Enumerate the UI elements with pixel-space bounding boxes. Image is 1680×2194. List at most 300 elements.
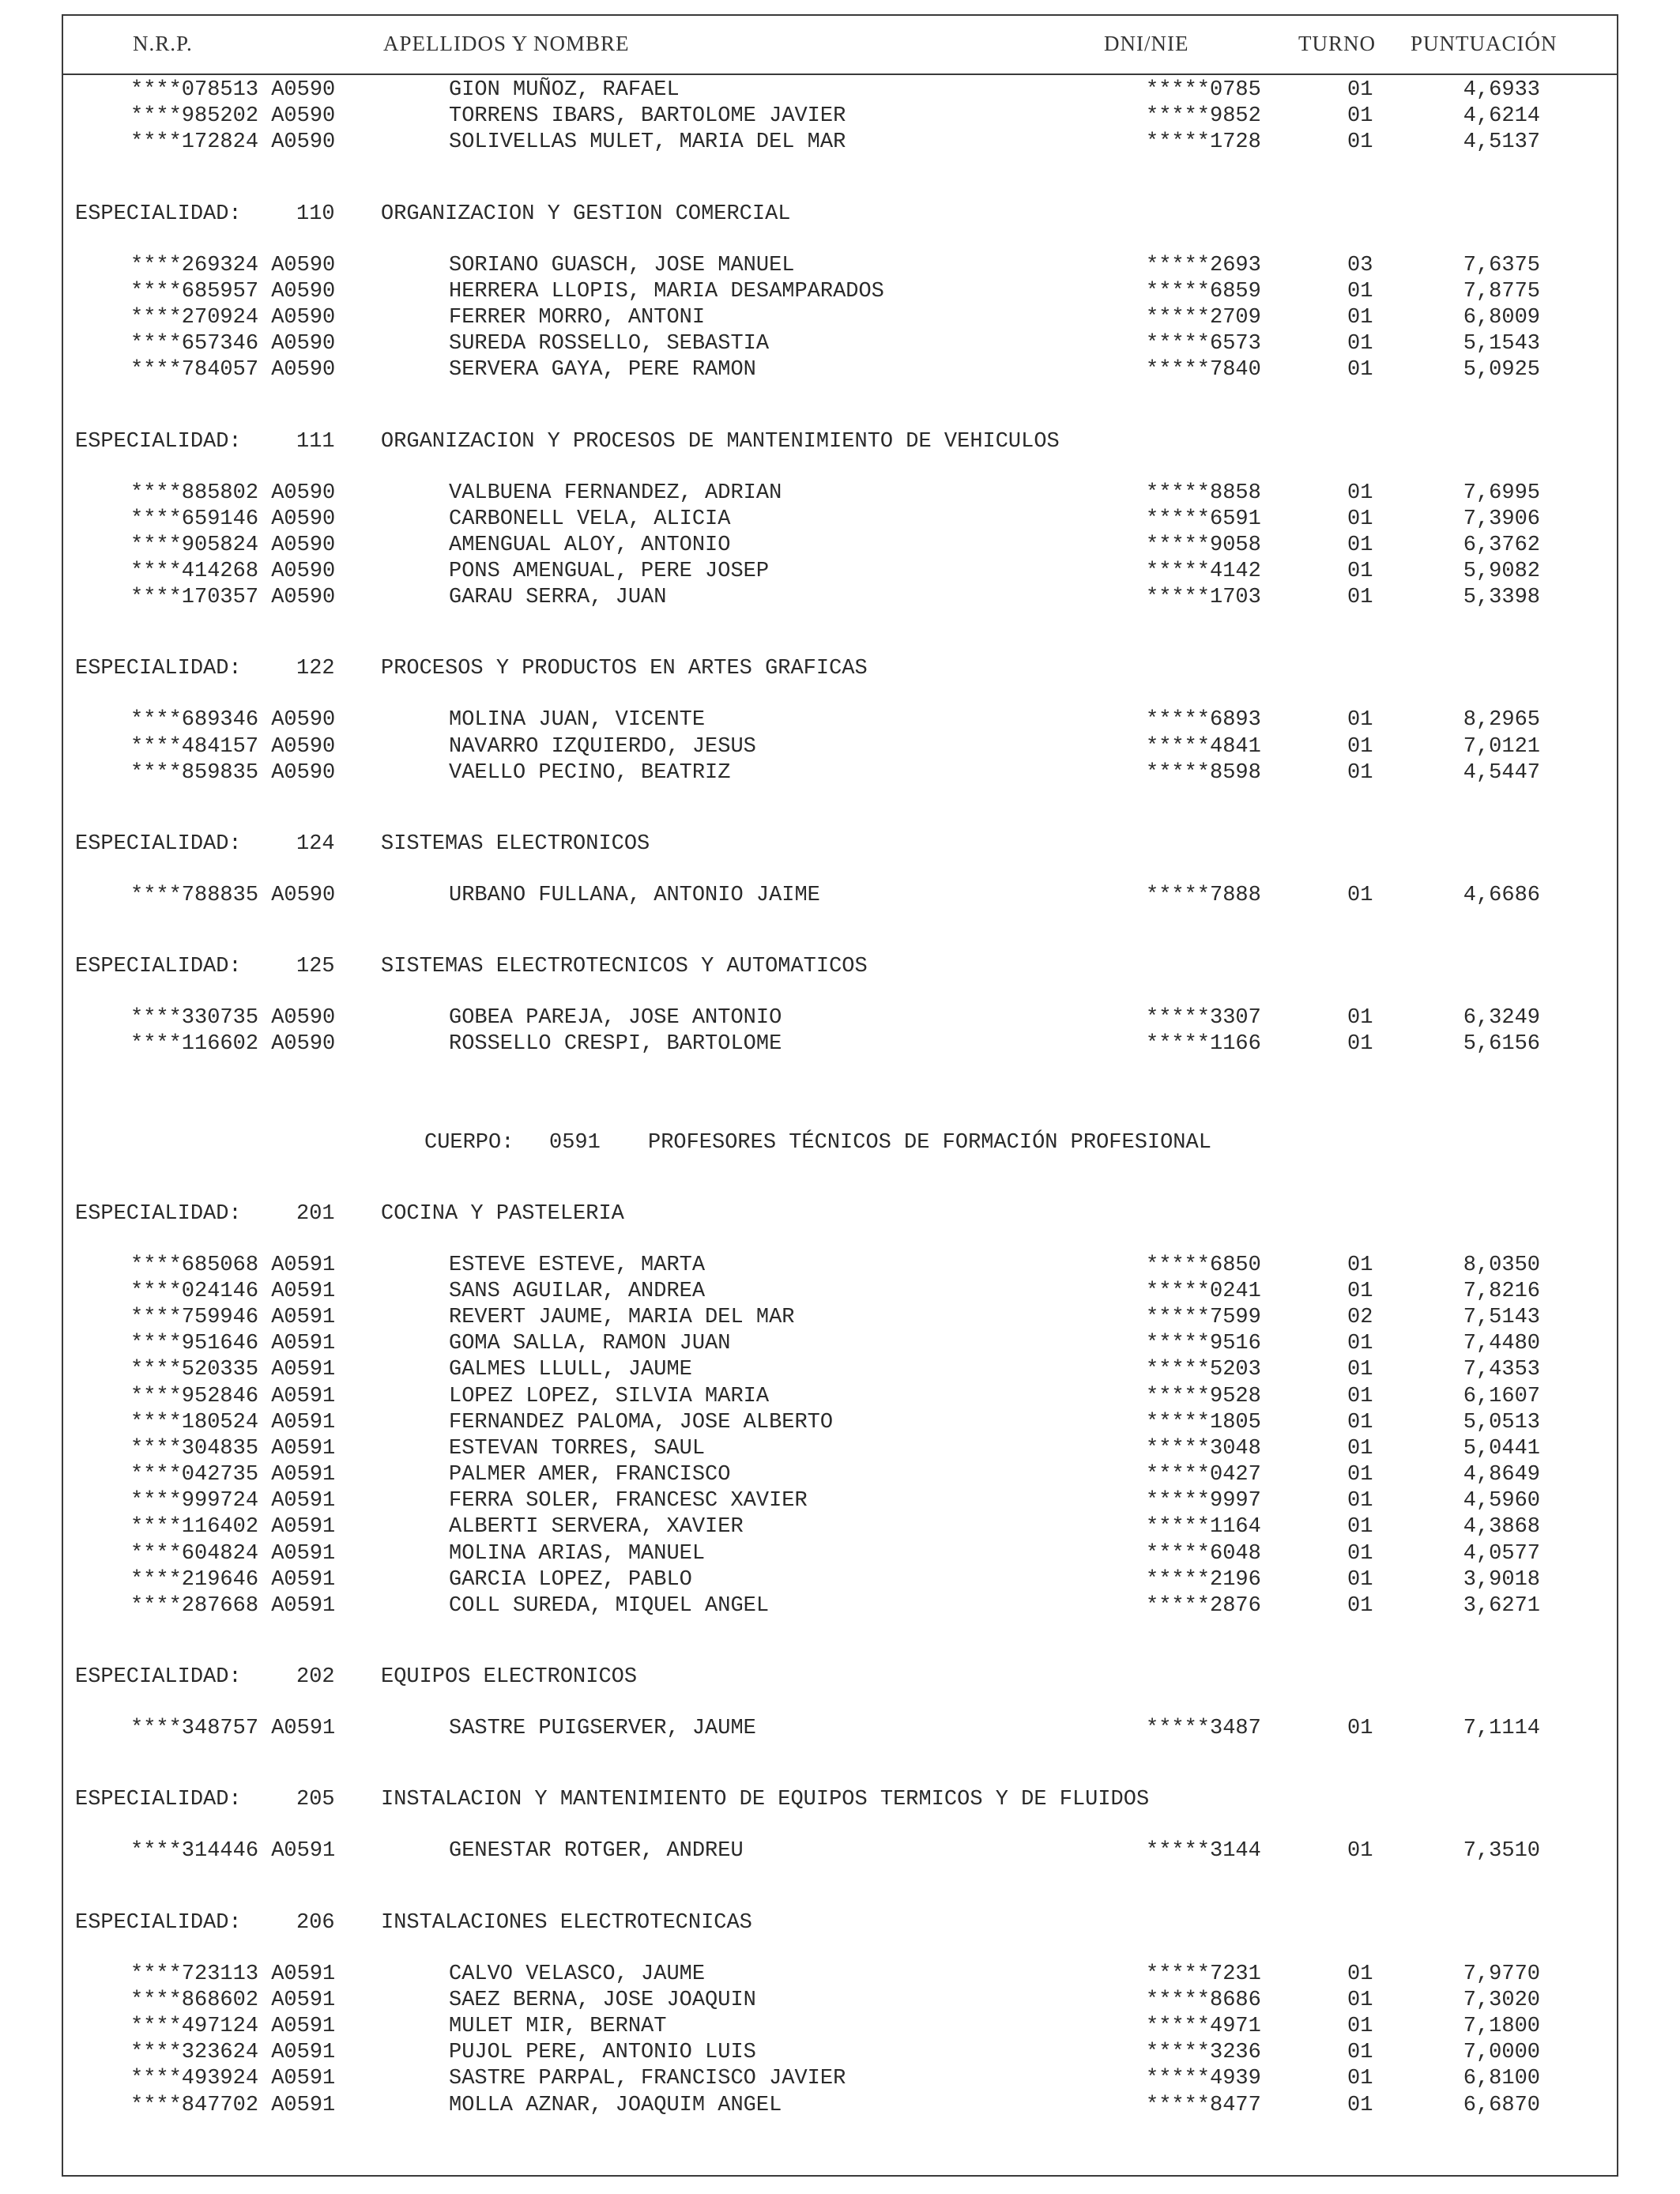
table-row xyxy=(0,1988,1680,2014)
especialidad-heading xyxy=(0,1201,1680,1227)
nrp-cell: ****314446 A0591 xyxy=(130,1839,336,1864)
especialidad-code: 125 xyxy=(296,955,335,979)
table-row xyxy=(0,1305,1680,1331)
turno-cell: 01 xyxy=(1347,560,1373,584)
table-row xyxy=(0,760,1680,786)
dni-cell: *****0427 xyxy=(1146,1463,1261,1487)
puntuacion-cell: 7,6375 xyxy=(1463,253,1540,277)
especialidad-heading xyxy=(0,201,1680,228)
section-spacer xyxy=(0,980,1680,1005)
name-cell: SERVERA GAYA, PERE RAMON xyxy=(449,358,756,383)
especialidad-label: ESPECIALIDAD: xyxy=(75,1201,242,1226)
table-row xyxy=(0,2040,1680,2066)
results-list xyxy=(0,77,1680,2119)
turno-cell: 01 xyxy=(1347,533,1373,557)
nrp-cell: ****952846 A0591 xyxy=(130,1384,336,1408)
dni-cell: *****3487 xyxy=(1146,1717,1261,1741)
column-header-turno: TURNO xyxy=(1298,32,1376,55)
nrp-cell: ****659146 A0590 xyxy=(130,507,336,531)
table-row xyxy=(0,707,1680,733)
turno-cell: 01 xyxy=(1347,481,1373,505)
name-cell: ESTEVAN TORRES, SAUL xyxy=(449,1436,706,1461)
nrp-cell: ****287668 A0591 xyxy=(130,1594,336,1618)
table-row xyxy=(0,1279,1680,1305)
nrp-cell: ****348757 A0591 xyxy=(130,1717,336,1741)
puntuacion-cell: 7,3906 xyxy=(1463,507,1540,531)
name-cell: MOLINA JUAN, VICENTE xyxy=(449,708,706,733)
especialidad-title: INSTALACIONES ELECTROTECNICAS xyxy=(381,1910,752,1935)
especialidad-label: ESPECIALIDAD: xyxy=(75,429,242,454)
section-spacer xyxy=(0,858,1680,883)
table-row xyxy=(0,559,1680,585)
turno-cell: 01 xyxy=(1347,279,1373,303)
nrp-cell: ****484157 A0590 xyxy=(130,734,336,759)
puntuacion-cell: 5,3398 xyxy=(1463,586,1540,610)
nrp-cell: ****685957 A0590 xyxy=(130,279,336,303)
nrp-cell: ****604824 A0591 xyxy=(130,1541,336,1566)
section-spacer xyxy=(0,384,1680,428)
dni-cell: *****1164 xyxy=(1146,1515,1261,1540)
table-row xyxy=(0,279,1680,305)
nrp-cell: ****024146 A0591 xyxy=(130,1279,336,1303)
nrp-cell: ****951646 A0591 xyxy=(130,1332,336,1356)
name-cell: CARBONELL VELA, ALICIA xyxy=(449,507,731,531)
name-cell: LOPEZ LOPEZ, SILVIA MARIA xyxy=(449,1384,770,1408)
name-cell: PALMER AMER, FRANCISCO xyxy=(449,1463,731,1487)
turno-cell: 01 xyxy=(1347,760,1373,785)
name-cell: SASTRE PUIGSERVER, JAUME xyxy=(449,1717,756,1741)
section-spacer xyxy=(0,1156,1680,1201)
dni-cell: *****1805 xyxy=(1146,1410,1261,1434)
name-cell: SOLIVELLAS MULET, MARIA DEL MAR xyxy=(449,130,846,155)
nrp-cell: ****885802 A0590 xyxy=(130,481,336,505)
puntuacion-cell: 6,3249 xyxy=(1463,1006,1540,1031)
nrp-cell: ****520335 A0591 xyxy=(130,1358,336,1382)
name-cell: MOLINA ARIAS, MANUEL xyxy=(449,1541,706,1566)
table-row xyxy=(0,1384,1680,1410)
especialidad-heading xyxy=(0,1786,1680,1813)
name-cell: ROSSELLO CRESPI, BARTOLOME xyxy=(449,1032,782,1057)
puntuacion-cell: 7,0000 xyxy=(1463,2041,1540,2065)
especialidad-heading xyxy=(0,428,1680,455)
section-spacer xyxy=(0,455,1680,481)
puntuacion-cell: 4,5137 xyxy=(1463,130,1540,155)
table-row xyxy=(0,1462,1680,1488)
table-row xyxy=(0,1593,1680,1619)
especialidad-title: COCINA Y PASTELERIA xyxy=(381,1201,624,1226)
nrp-cell: ****868602 A0591 xyxy=(130,1988,336,2012)
turno-cell: 01 xyxy=(1347,1463,1373,1487)
puntuacion-cell: 7,9770 xyxy=(1463,1962,1540,1986)
dni-cell: *****2709 xyxy=(1146,305,1261,330)
puntuacion-cell: 8,0350 xyxy=(1463,1253,1540,1277)
turno-cell: 01 xyxy=(1347,2093,1373,2117)
puntuacion-cell: 7,3020 xyxy=(1463,1988,1540,2012)
section-spacer xyxy=(0,1058,1680,1129)
dni-cell: *****7599 xyxy=(1146,1305,1261,1329)
section-spacer xyxy=(0,156,1680,201)
name-cell: MOLLA AZNAR, JOAQUIM ANGEL xyxy=(449,2093,782,2117)
section-spacer xyxy=(0,1227,1680,1253)
name-cell: NAVARRO IZQUIERDO, JESUS xyxy=(449,734,756,759)
nrp-cell: ****497124 A0591 xyxy=(130,2014,336,2038)
puntuacion-cell: 7,0121 xyxy=(1463,734,1540,759)
especialidad-code: 111 xyxy=(296,429,335,454)
dni-cell: *****3236 xyxy=(1146,2041,1261,2065)
dni-cell: *****3048 xyxy=(1146,1436,1261,1461)
nrp-cell: ****270924 A0590 xyxy=(130,305,336,330)
puntuacion-cell: 6,1607 xyxy=(1463,1384,1540,1408)
especialidad-label: ESPECIALIDAD: xyxy=(75,202,242,226)
turno-cell: 01 xyxy=(1347,1541,1373,1566)
puntuacion-cell: 4,0577 xyxy=(1463,1541,1540,1566)
dni-cell: *****9528 xyxy=(1146,1384,1261,1408)
especialidad-heading xyxy=(0,1909,1680,1936)
puntuacion-cell: 6,8100 xyxy=(1463,2067,1540,2091)
dni-cell: *****4841 xyxy=(1146,734,1261,759)
nrp-cell: ****330735 A0590 xyxy=(130,1006,336,1031)
table-row xyxy=(0,1514,1680,1540)
especialidad-heading xyxy=(0,831,1680,858)
section-spacer xyxy=(0,1936,1680,1962)
nrp-cell: ****414268 A0590 xyxy=(130,560,336,584)
header-divider xyxy=(62,74,1618,75)
especialidad-label: ESPECIALIDAD: xyxy=(75,955,242,979)
nrp-cell: ****723113 A0591 xyxy=(130,1962,336,1986)
name-cell: SAEZ BERNA, JOSE JOAQUIN xyxy=(449,1988,756,2012)
nrp-cell: ****985202 A0590 xyxy=(130,104,336,129)
dni-cell: *****0785 xyxy=(1146,78,1261,102)
name-cell: SANS AGUILAR, ANDREA xyxy=(449,1279,706,1303)
dni-cell: *****6859 xyxy=(1146,279,1261,303)
nrp-cell: ****657346 A0590 xyxy=(130,332,336,356)
table-row xyxy=(0,331,1680,357)
nrp-cell: ****180524 A0591 xyxy=(130,1410,336,1434)
especialidad-code: 110 xyxy=(296,202,335,226)
especialidad-title: EQUIPOS ELECTRONICOS xyxy=(381,1665,638,1690)
table-row xyxy=(0,1567,1680,1593)
name-cell: HERRERA LLOPIS, MARIA DESAMPARADOS xyxy=(449,279,884,303)
table-row xyxy=(0,1357,1680,1383)
table-row xyxy=(0,1253,1680,1279)
table-row xyxy=(0,253,1680,279)
table-row xyxy=(0,305,1680,331)
dni-cell: *****6048 xyxy=(1146,1541,1261,1566)
table-row xyxy=(0,1005,1680,1031)
name-cell: GARAU SERRA, JUAN xyxy=(449,586,667,610)
table-row xyxy=(0,1488,1680,1514)
especialidad-heading xyxy=(0,953,1680,980)
especialidad-code: 122 xyxy=(296,657,335,681)
puntuacion-cell: 5,0513 xyxy=(1463,1410,1540,1434)
name-cell: GENESTAR ROTGER, ANDREU xyxy=(449,1839,744,1864)
especialidad-code: 124 xyxy=(296,832,335,856)
puntuacion-cell: 7,4480 xyxy=(1463,1332,1540,1356)
nrp-cell: ****759946 A0591 xyxy=(130,1305,336,1329)
especialidad-title: PROCESOS Y PRODUCTOS EN ARTES GRAFICAS xyxy=(381,657,868,681)
especialidad-title: ORGANIZACION Y PROCESOS DE MANTENIMIENTO DE VEHICULOS xyxy=(381,429,1060,454)
turno-cell: 01 xyxy=(1347,1436,1373,1461)
turno-cell: 02 xyxy=(1347,1305,1373,1329)
turno-cell: 01 xyxy=(1347,708,1373,733)
puntuacion-cell: 5,0441 xyxy=(1463,1436,1540,1461)
especialidad-title: INSTALACION Y MANTENIMIENTO DE EQUIPOS TERMICOS Y DE FLUIDOS xyxy=(381,1788,1150,1812)
table-row xyxy=(0,357,1680,383)
turno-cell: 01 xyxy=(1347,734,1373,759)
dni-cell: *****9058 xyxy=(1146,533,1261,557)
puntuacion-cell: 4,6214 xyxy=(1463,104,1540,129)
nrp-cell: ****859835 A0590 xyxy=(130,760,336,785)
dni-cell: *****2196 xyxy=(1146,1567,1261,1592)
especialidad-heading xyxy=(0,1664,1680,1691)
turno-cell: 01 xyxy=(1347,1988,1373,2012)
turno-cell: 01 xyxy=(1347,1489,1373,1514)
name-cell: GOMA SALLA, RAMON JUAN xyxy=(449,1332,731,1356)
dni-cell: *****4971 xyxy=(1146,2014,1261,2038)
turno-cell: 01 xyxy=(1347,305,1373,330)
dni-cell: *****6893 xyxy=(1146,708,1261,733)
turno-cell: 01 xyxy=(1347,1410,1373,1434)
section-spacer xyxy=(0,1619,1680,1664)
name-cell: MULET MIR, BERNAT xyxy=(449,2014,667,2038)
dni-cell: *****1728 xyxy=(1146,130,1261,155)
column-header-nombre: APELLIDOS Y NOMBRE xyxy=(383,32,630,55)
turno-cell: 01 xyxy=(1347,1253,1373,1277)
turno-cell: 03 xyxy=(1347,253,1373,277)
cuerpo-label: CUERPO: xyxy=(424,1130,514,1155)
column-header-nrp: N.R.P. xyxy=(133,32,193,55)
especialidad-title: SISTEMAS ELECTRONICOS xyxy=(381,832,650,856)
table-row xyxy=(0,1436,1680,1462)
dni-cell: *****8686 xyxy=(1146,1988,1261,2012)
dni-cell: *****9516 xyxy=(1146,1332,1261,1356)
name-cell: ALBERTI SERVERA, XAVIER xyxy=(449,1515,744,1540)
nrp-cell: ****172824 A0590 xyxy=(130,130,336,155)
especialidad-code: 201 xyxy=(296,1201,335,1226)
nrp-cell: ****116402 A0591 xyxy=(130,1515,336,1540)
especialidad-label: ESPECIALIDAD: xyxy=(75,1910,242,1935)
nrp-cell: ****999724 A0591 xyxy=(130,1489,336,1514)
dni-cell: *****8598 xyxy=(1146,760,1261,785)
name-cell: FERRA SOLER, FRANCESC XAVIER xyxy=(449,1489,808,1514)
dni-cell: *****2876 xyxy=(1146,1594,1261,1618)
table-row xyxy=(0,130,1680,156)
table-row xyxy=(0,2093,1680,2119)
turno-cell: 01 xyxy=(1347,1032,1373,1057)
nrp-cell: ****493924 A0591 xyxy=(130,2067,336,2091)
dni-cell: *****5203 xyxy=(1146,1358,1261,1382)
turno-cell: 01 xyxy=(1347,1594,1373,1618)
dni-cell: *****6591 xyxy=(1146,507,1261,531)
puntuacion-cell: 7,5143 xyxy=(1463,1305,1540,1329)
puntuacion-cell: 7,8216 xyxy=(1463,1279,1540,1303)
section-spacer xyxy=(0,1691,1680,1716)
puntuacion-cell: 8,2965 xyxy=(1463,708,1540,733)
especialidad-label: ESPECIALIDAD: xyxy=(75,1788,242,1812)
cuerpo-code: 0591 xyxy=(549,1130,601,1155)
table-row xyxy=(0,1962,1680,1988)
section-spacer xyxy=(0,786,1680,831)
name-cell: PUJOL PERE, ANTONIO LUIS xyxy=(449,2041,756,2065)
dni-cell: *****6573 xyxy=(1146,332,1261,356)
nrp-cell: ****116602 A0590 xyxy=(130,1032,336,1057)
nrp-cell: ****219646 A0591 xyxy=(130,1567,336,1592)
puntuacion-cell: 3,9018 xyxy=(1463,1567,1540,1592)
name-cell: COLL SUREDA, MIQUEL ANGEL xyxy=(449,1594,770,1618)
turno-cell: 01 xyxy=(1347,1006,1373,1031)
name-cell: CALVO VELASCO, JAUME xyxy=(449,1962,706,1986)
dni-cell: *****0241 xyxy=(1146,1279,1261,1303)
section-spacer xyxy=(0,1865,1680,1909)
table-row xyxy=(0,2014,1680,2040)
especialidad-label: ESPECIALIDAD: xyxy=(75,832,242,856)
turno-cell: 01 xyxy=(1347,104,1373,129)
puntuacion-cell: 6,6870 xyxy=(1463,2093,1540,2117)
name-cell: GOBEA PAREJA, JOSE ANTONIO xyxy=(449,1006,782,1031)
name-cell: FERRER MORRO, ANTONI xyxy=(449,305,706,330)
turno-cell: 01 xyxy=(1347,1515,1373,1540)
section-spacer xyxy=(0,909,1680,953)
turno-cell: 01 xyxy=(1347,2067,1373,2091)
turno-cell: 01 xyxy=(1347,1332,1373,1356)
dni-cell: *****8858 xyxy=(1146,481,1261,505)
turno-cell: 01 xyxy=(1347,586,1373,610)
table-row xyxy=(0,507,1680,533)
column-header-puntuacion: PUNTUACIÓN xyxy=(1411,32,1558,55)
dni-cell: *****7840 xyxy=(1146,358,1261,383)
turno-cell: 01 xyxy=(1347,1839,1373,1864)
puntuacion-cell: 4,8649 xyxy=(1463,1463,1540,1487)
column-header-dni: DNI/NIE xyxy=(1104,32,1189,55)
table-row xyxy=(0,1410,1680,1436)
section-spacer xyxy=(0,682,1680,707)
turno-cell: 01 xyxy=(1347,78,1373,102)
puntuacion-cell: 4,3868 xyxy=(1463,1515,1540,1540)
puntuacion-cell: 5,1543 xyxy=(1463,332,1540,356)
name-cell: TORRENS IBARS, BARTOLOME JAVIER xyxy=(449,104,846,129)
turno-cell: 01 xyxy=(1347,1279,1373,1303)
puntuacion-cell: 7,4353 xyxy=(1463,1358,1540,1382)
puntuacion-cell: 7,1800 xyxy=(1463,2014,1540,2038)
especialidad-code: 206 xyxy=(296,1910,335,1935)
dni-cell: *****8477 xyxy=(1146,2093,1261,2117)
turno-cell: 01 xyxy=(1347,1358,1373,1382)
name-cell: FERNANDEZ PALOMA, JOSE ALBERTO xyxy=(449,1410,834,1434)
section-spacer xyxy=(0,611,1680,655)
turno-cell: 01 xyxy=(1347,507,1373,531)
table-row xyxy=(0,481,1680,507)
turno-cell: 01 xyxy=(1347,1962,1373,1986)
cuerpo-heading xyxy=(0,1129,1680,1156)
turno-cell: 01 xyxy=(1347,1717,1373,1741)
nrp-cell: ****170357 A0590 xyxy=(130,586,336,610)
table-row xyxy=(0,104,1680,130)
nrp-cell: ****042735 A0591 xyxy=(130,1463,336,1487)
dni-cell: *****9852 xyxy=(1146,104,1261,129)
turno-cell: 01 xyxy=(1347,2014,1373,2038)
table-row xyxy=(0,1031,1680,1057)
especialidad-code: 205 xyxy=(296,1788,335,1812)
section-spacer xyxy=(0,1742,1680,1786)
nrp-cell: ****847702 A0591 xyxy=(130,2093,336,2117)
turno-cell: 01 xyxy=(1347,358,1373,383)
table-row xyxy=(0,2066,1680,2092)
section-spacer xyxy=(0,1813,1680,1838)
especialidad-title: SISTEMAS ELECTROTECNICOS Y AUTOMATICOS xyxy=(381,955,868,979)
name-cell: SUREDA ROSSELLO, SEBASTIA xyxy=(449,332,770,356)
puntuacion-cell: 5,9082 xyxy=(1463,560,1540,584)
table-row xyxy=(0,1716,1680,1742)
puntuacion-cell: 5,0925 xyxy=(1463,358,1540,383)
section-spacer xyxy=(0,228,1680,253)
puntuacion-cell: 7,3510 xyxy=(1463,1839,1540,1864)
table-row xyxy=(0,734,1680,760)
nrp-cell: ****078513 A0590 xyxy=(130,78,336,102)
especialidad-title: ORGANIZACION Y GESTION COMERCIAL xyxy=(381,202,791,226)
cuerpo-title: PROFESORES TÉCNICOS DE FORMACIÓN PROFESIONAL xyxy=(648,1130,1211,1155)
name-cell: URBANO FULLANA, ANTONIO JAIME xyxy=(449,884,820,907)
puntuacion-cell: 4,5960 xyxy=(1463,1489,1540,1514)
name-cell: ESTEVE ESTEVE, MARTA xyxy=(449,1253,706,1277)
table-row xyxy=(0,1838,1680,1864)
puntuacion-cell: 7,6995 xyxy=(1463,481,1540,505)
nrp-cell: ****784057 A0590 xyxy=(130,358,336,383)
especialidad-code: 202 xyxy=(296,1665,335,1690)
nrp-cell: ****788835 A0590 xyxy=(130,884,336,907)
nrp-cell: ****685068 A0591 xyxy=(130,1253,336,1277)
dni-cell: *****3144 xyxy=(1146,1839,1261,1864)
name-cell: PONS AMENGUAL, PERE JOSEP xyxy=(449,560,770,584)
nrp-cell: ****304835 A0591 xyxy=(130,1436,336,1461)
turno-cell: 01 xyxy=(1347,1384,1373,1408)
turno-cell: 01 xyxy=(1347,1567,1373,1592)
table-row xyxy=(0,1331,1680,1357)
especialidad-label: ESPECIALIDAD: xyxy=(75,1665,242,1690)
name-cell: GARCIA LOPEZ, PABLO xyxy=(449,1567,692,1592)
puntuacion-cell: 6,8009 xyxy=(1463,305,1540,330)
dni-cell: *****4939 xyxy=(1146,2067,1261,2091)
turno-cell: 01 xyxy=(1347,884,1373,907)
table-row xyxy=(0,533,1680,559)
puntuacion-cell: 4,6933 xyxy=(1463,78,1540,102)
turno-cell: 01 xyxy=(1347,332,1373,356)
especialidad-label: ESPECIALIDAD: xyxy=(75,657,242,681)
table-row xyxy=(0,585,1680,611)
table-row xyxy=(0,883,1680,909)
puntuacion-cell: 6,3762 xyxy=(1463,533,1540,557)
name-cell: VAELLO PECINO, BEATRIZ xyxy=(449,760,731,785)
puntuacion-cell: 5,6156 xyxy=(1463,1032,1540,1057)
dni-cell: *****7888 xyxy=(1146,884,1261,907)
name-cell: GALMES LLULL, JAUME xyxy=(449,1358,692,1382)
dni-cell: *****7231 xyxy=(1146,1962,1261,1986)
name-cell: AMENGUAL ALOY, ANTONIO xyxy=(449,533,731,557)
name-cell: SASTRE PARPAL, FRANCISCO JAVIER xyxy=(449,2067,846,2091)
table-row xyxy=(0,1541,1680,1567)
turno-cell: 01 xyxy=(1347,2041,1373,2065)
especialidad-heading xyxy=(0,655,1680,682)
name-cell: VALBUENA FERNANDEZ, ADRIAN xyxy=(449,481,782,505)
puntuacion-cell: 4,6686 xyxy=(1463,884,1540,907)
dni-cell: *****2693 xyxy=(1146,253,1261,277)
dni-cell: *****3307 xyxy=(1146,1006,1261,1031)
nrp-cell: ****323624 A0591 xyxy=(130,2041,336,2065)
dni-cell: *****1166 xyxy=(1146,1032,1261,1057)
puntuacion-cell: 3,6271 xyxy=(1463,1594,1540,1618)
puntuacion-cell: 4,5447 xyxy=(1463,760,1540,785)
puntuacion-cell: 7,1114 xyxy=(1463,1717,1540,1741)
nrp-cell: ****905824 A0590 xyxy=(130,533,336,557)
